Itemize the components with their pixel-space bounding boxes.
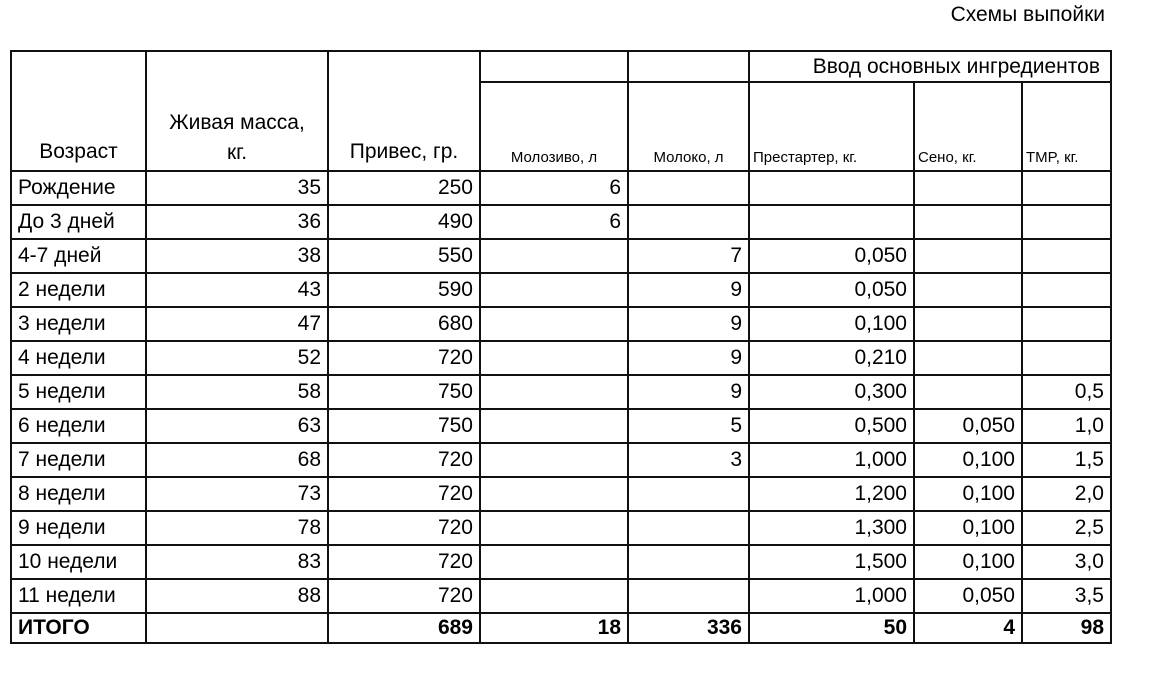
cell-tmr: 3,5 bbox=[1022, 579, 1111, 613]
cell-age: 4 недели bbox=[11, 341, 146, 375]
table-row bbox=[11, 205, 1111, 239]
table-row bbox=[11, 375, 1111, 409]
table-row bbox=[11, 409, 1111, 443]
header-hay: Сено, кг. bbox=[914, 82, 1022, 171]
header-live-weight: Живая масса, кг. bbox=[146, 51, 328, 171]
cell-tmr: 2,5 bbox=[1022, 511, 1111, 545]
cell-prestarter bbox=[749, 205, 914, 239]
cell-colostrum bbox=[480, 579, 628, 613]
header-ingredients-group: Ввод основных ингредиентов bbox=[749, 51, 1111, 82]
table-row bbox=[11, 171, 1111, 205]
cell-prestarter: 0,050 bbox=[749, 239, 914, 273]
cell-hay bbox=[914, 239, 1022, 273]
cell-gain: 689 bbox=[328, 613, 480, 643]
cell-hay: 0,050 bbox=[914, 579, 1022, 613]
header-row-top bbox=[11, 51, 1111, 82]
cell-prestarter: 1,200 bbox=[749, 477, 914, 511]
cell-colostrum: 6 bbox=[480, 171, 628, 205]
cell-hay bbox=[914, 273, 1022, 307]
cell-colostrum bbox=[480, 273, 628, 307]
header-colostrum-top bbox=[480, 51, 628, 82]
cell-prestarter: 0,210 bbox=[749, 341, 914, 375]
total-row bbox=[11, 613, 1111, 643]
cell-age: 2 недели bbox=[11, 273, 146, 307]
document-title: Схемы выпойки bbox=[950, 3, 1105, 26]
cell-tmr: 98 bbox=[1022, 613, 1111, 643]
cell-hay bbox=[914, 375, 1022, 409]
header-age: Возраст bbox=[11, 51, 146, 171]
cell-live-weight: 83 bbox=[146, 545, 328, 579]
table-row bbox=[11, 511, 1111, 545]
header-milk: Молоко, л bbox=[628, 82, 749, 171]
cell-prestarter: 1,300 bbox=[749, 511, 914, 545]
cell-prestarter: 0,100 bbox=[749, 307, 914, 341]
cell-age: 3 недели bbox=[11, 307, 146, 341]
cell-hay: 0,100 bbox=[914, 443, 1022, 477]
cell-colostrum bbox=[480, 341, 628, 375]
cell-prestarter bbox=[749, 171, 914, 205]
header-colostrum: Молозиво, л bbox=[480, 82, 628, 171]
cell-gain: 550 bbox=[328, 239, 480, 273]
table-row bbox=[11, 477, 1111, 511]
cell-tmr: 1,0 bbox=[1022, 409, 1111, 443]
table-row bbox=[11, 307, 1111, 341]
cell-milk: 9 bbox=[628, 307, 749, 341]
cell-tmr: 2,0 bbox=[1022, 477, 1111, 511]
cell-age: 4-7 дней bbox=[11, 239, 146, 273]
cell-tmr bbox=[1022, 171, 1111, 205]
cell-prestarter: 50 bbox=[749, 613, 914, 643]
cell-milk: 336 bbox=[628, 613, 749, 643]
cell-gain: 720 bbox=[328, 477, 480, 511]
header-prestarter: Престартер, кг. bbox=[749, 82, 914, 171]
cell-colostrum bbox=[480, 375, 628, 409]
cell-milk bbox=[628, 171, 749, 205]
cell-colostrum: 6 bbox=[480, 205, 628, 239]
cell-prestarter: 1,500 bbox=[749, 545, 914, 579]
table-row bbox=[11, 239, 1111, 273]
cell-colostrum: 18 bbox=[480, 613, 628, 643]
cell-live-weight: 88 bbox=[146, 579, 328, 613]
cell-hay: 0,100 bbox=[914, 511, 1022, 545]
cell-tmr: 1,5 bbox=[1022, 443, 1111, 477]
cell-colostrum bbox=[480, 307, 628, 341]
cell-gain: 490 bbox=[328, 205, 480, 239]
cell-hay: 0,050 bbox=[914, 409, 1022, 443]
cell-gain: 720 bbox=[328, 443, 480, 477]
cell-hay bbox=[914, 205, 1022, 239]
cell-live-weight: 35 bbox=[146, 171, 328, 205]
cell-age: 6 недели bbox=[11, 409, 146, 443]
cell-live-weight: 58 bbox=[146, 375, 328, 409]
cell-tmr bbox=[1022, 239, 1111, 273]
cell-hay bbox=[914, 307, 1022, 341]
cell-milk bbox=[628, 205, 749, 239]
cell-milk: 9 bbox=[628, 341, 749, 375]
cell-prestarter: 1,000 bbox=[749, 443, 914, 477]
cell-prestarter: 0,050 bbox=[749, 273, 914, 307]
table-row bbox=[11, 273, 1111, 307]
cell-gain: 720 bbox=[328, 579, 480, 613]
cell-live-weight: 38 bbox=[146, 239, 328, 273]
cell-tmr: 0,5 bbox=[1022, 375, 1111, 409]
cell-milk: 3 bbox=[628, 443, 749, 477]
table-row bbox=[11, 545, 1111, 579]
cell-age: 9 недели bbox=[11, 511, 146, 545]
cell-milk bbox=[628, 511, 749, 545]
cell-milk: 9 bbox=[628, 273, 749, 307]
cell-age: Рождение bbox=[11, 171, 146, 205]
cell-prestarter: 1,000 bbox=[749, 579, 914, 613]
cell-live-weight: 68 bbox=[146, 443, 328, 477]
table-row bbox=[11, 579, 1111, 613]
cell-tmr bbox=[1022, 205, 1111, 239]
cell-gain: 590 bbox=[328, 273, 480, 307]
cell-milk bbox=[628, 477, 749, 511]
cell-hay bbox=[914, 171, 1022, 205]
feeding-schedule-table bbox=[10, 50, 1112, 644]
cell-colostrum bbox=[480, 545, 628, 579]
cell-live-weight: 47 bbox=[146, 307, 328, 341]
cell-age: 7 недели bbox=[11, 443, 146, 477]
cell-live-weight: 52 bbox=[146, 341, 328, 375]
cell-colostrum bbox=[480, 443, 628, 477]
cell-hay bbox=[914, 341, 1022, 375]
cell-tmr: 3,0 bbox=[1022, 545, 1111, 579]
cell-tmr bbox=[1022, 273, 1111, 307]
cell-age: 11 недели bbox=[11, 579, 146, 613]
cell-live-weight bbox=[146, 613, 328, 643]
cell-gain: 680 bbox=[328, 307, 480, 341]
table-row bbox=[11, 341, 1111, 375]
cell-age: 5 недели bbox=[11, 375, 146, 409]
cell-colostrum bbox=[480, 477, 628, 511]
cell-gain: 720 bbox=[328, 545, 480, 579]
cell-milk: 5 bbox=[628, 409, 749, 443]
cell-milk bbox=[628, 579, 749, 613]
cell-gain: 750 bbox=[328, 375, 480, 409]
cell-tmr bbox=[1022, 307, 1111, 341]
cell-hay: 4 bbox=[914, 613, 1022, 643]
cell-colostrum bbox=[480, 239, 628, 273]
cell-age: 8 недели bbox=[11, 477, 146, 511]
cell-gain: 720 bbox=[328, 341, 480, 375]
cell-live-weight: 43 bbox=[146, 273, 328, 307]
cell-age: 10 недели bbox=[11, 545, 146, 579]
cell-tmr bbox=[1022, 341, 1111, 375]
table-row bbox=[11, 443, 1111, 477]
header-tmr: TMP, кг. bbox=[1022, 82, 1111, 171]
cell-gain: 720 bbox=[328, 511, 480, 545]
cell-live-weight: 73 bbox=[146, 477, 328, 511]
cell-gain: 750 bbox=[328, 409, 480, 443]
cell-age: До 3 дней bbox=[11, 205, 146, 239]
header-milk-top bbox=[628, 51, 749, 82]
cell-milk bbox=[628, 545, 749, 579]
cell-gain: 250 bbox=[328, 171, 480, 205]
cell-colostrum bbox=[480, 511, 628, 545]
cell-prestarter: 0,300 bbox=[749, 375, 914, 409]
cell-milk: 7 bbox=[628, 239, 749, 273]
cell-live-weight: 63 bbox=[146, 409, 328, 443]
cell-colostrum bbox=[480, 409, 628, 443]
header-gain: Привес, гр. bbox=[328, 51, 480, 171]
cell-hay: 0,100 bbox=[914, 477, 1022, 511]
cell-hay: 0,100 bbox=[914, 545, 1022, 579]
cell-prestarter: 0,500 bbox=[749, 409, 914, 443]
cell-live-weight: 78 bbox=[146, 511, 328, 545]
cell-age: ИТОГО bbox=[11, 613, 146, 643]
cell-live-weight: 36 bbox=[146, 205, 328, 239]
cell-milk: 9 bbox=[628, 375, 749, 409]
